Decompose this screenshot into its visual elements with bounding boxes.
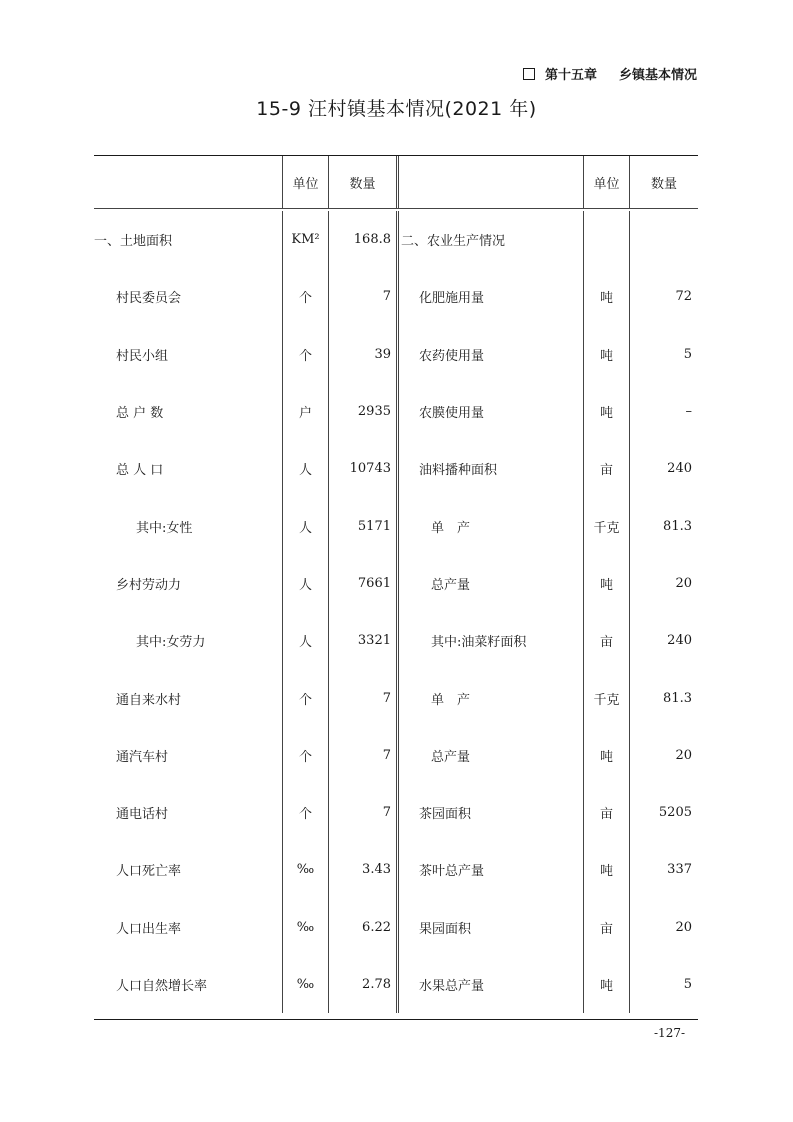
table-row — [94, 612, 698, 669]
row-value-left: 2.78 — [328, 956, 396, 1013]
row-unit-right: 吨 — [583, 326, 629, 383]
row-label-left: 其中:女性 — [136, 520, 193, 536]
table-row — [94, 669, 698, 726]
row-value-left: 5171 — [328, 497, 396, 554]
page-number: -127- — [654, 1026, 686, 1040]
table-row — [94, 383, 698, 440]
row-value-left: 10743 — [328, 440, 396, 497]
row-label-left: 其中:女劳力 — [136, 635, 206, 651]
row-unit-left: 人 — [282, 555, 328, 612]
table-row — [94, 899, 698, 956]
header-quantity-right: 数量 — [629, 156, 698, 208]
row-label-left: 村民小组 — [116, 348, 169, 364]
row-label-left: 总 户 数 — [116, 406, 164, 422]
table-header-row — [94, 156, 698, 209]
row-unit-left: 个 — [282, 268, 328, 325]
row-label-left: 人口出生率 — [116, 921, 182, 937]
row-unit-left: ‰ — [282, 956, 328, 1013]
row-value-left: 7 — [328, 784, 396, 841]
table-row — [94, 727, 698, 784]
row-label-right: 茶园面积 — [396, 784, 583, 841]
row-label-left: 人口死亡率 — [116, 864, 182, 880]
row-unit-right: 千克 — [583, 669, 629, 726]
row-value-left: 3321 — [328, 612, 396, 669]
row-value-right: 20 — [629, 555, 698, 612]
row-label-right: 单 产 — [396, 669, 583, 726]
row-unit-right: 吨 — [583, 956, 629, 1013]
row-unit-right: 亩 — [583, 440, 629, 497]
row-label-right: 农药使用量 — [396, 326, 583, 383]
row-label-right: 水果总产量 — [396, 956, 583, 1013]
chapter-title: 乡镇基本情况 — [618, 68, 697, 83]
table-row — [94, 784, 698, 841]
table-row — [94, 497, 698, 554]
row-value-right: 5205 — [629, 784, 698, 841]
row-value-right — [629, 211, 698, 268]
table-row — [94, 956, 698, 1013]
row-unit-left: 人 — [282, 497, 328, 554]
header-blank-left — [94, 156, 282, 208]
row-value-right: 5 — [629, 956, 698, 1013]
row-label-right: 单 产 — [396, 497, 583, 554]
chapter-header — [523, 64, 697, 83]
row-label-left: 通自来水村 — [116, 692, 182, 708]
row-unit-left: 个 — [282, 669, 328, 726]
row-unit-right: 吨 — [583, 268, 629, 325]
row-unit-left: 人 — [282, 440, 328, 497]
row-unit-left: 个 — [282, 784, 328, 841]
row-label-left: 通汽车村 — [116, 749, 169, 765]
row-label-left: 乡村劳动力 — [116, 577, 182, 593]
square-icon — [523, 68, 535, 80]
row-label-right: 总产量 — [396, 727, 583, 784]
header-quantity-left: 数量 — [328, 156, 396, 208]
row-unit-right: 吨 — [583, 555, 629, 612]
row-unit-left: 户 — [282, 383, 328, 440]
row-value-right: 20 — [629, 727, 698, 784]
table-row — [94, 841, 698, 898]
page-title: 15-9 汪村镇基本情况(2021 年) — [256, 98, 537, 120]
table-row — [94, 555, 698, 612]
row-value-right: 81.3 — [629, 669, 698, 726]
row-value-left: 2935 — [328, 383, 396, 440]
header-unit-right: 单位 — [583, 156, 629, 208]
row-label-left: 一、土地面积 — [94, 234, 173, 250]
chapter-number: 第十五章 — [544, 68, 597, 83]
row-value-left: 168.8 — [328, 211, 396, 268]
row-value-left: 7 — [328, 727, 396, 784]
table-row — [94, 326, 698, 383]
row-unit-right: 亩 — [583, 612, 629, 669]
row-value-right: 20 — [629, 899, 698, 956]
row-label-left: 总 人 口 — [116, 463, 164, 479]
row-value-left: 3.43 — [328, 841, 396, 898]
row-label-right: 农膜使用量 — [396, 383, 583, 440]
row-label-right: 总产量 — [396, 555, 583, 612]
row-value-right: 240 — [629, 612, 698, 669]
row-value-right: 337 — [629, 841, 698, 898]
row-value-right: 240 — [629, 440, 698, 497]
row-value-left: 6.22 — [328, 899, 396, 956]
table-row — [94, 440, 698, 497]
row-value-left: 7 — [328, 268, 396, 325]
row-unit-right: 千克 — [583, 497, 629, 554]
row-value-left: 7661 — [328, 555, 396, 612]
row-value-left: 7 — [328, 669, 396, 726]
header-unit-left: 单位 — [282, 156, 328, 208]
header-blank-right — [396, 156, 583, 208]
row-value-right: 5 — [629, 326, 698, 383]
row-unit-right: 吨 — [583, 727, 629, 784]
stats-table — [94, 155, 698, 1020]
table-body — [94, 209, 698, 1019]
row-unit-left: ‰ — [282, 841, 328, 898]
row-unit-right: 亩 — [583, 899, 629, 956]
row-label-right: 其中:油菜籽面积 — [396, 612, 583, 669]
row-value-right: – — [629, 383, 698, 440]
row-label-right: 果园面积 — [396, 899, 583, 956]
row-label-right: 茶叶总产量 — [396, 841, 583, 898]
row-unit-left: 人 — [282, 612, 328, 669]
row-unit-left: 个 — [282, 727, 328, 784]
row-label-left: 人口自然增长率 — [116, 979, 208, 994]
row-label-left: 村民委员会 — [116, 291, 182, 307]
row-value-right: 72 — [629, 268, 698, 325]
table-row — [94, 268, 698, 325]
row-label-right: 油料播种面积 — [396, 440, 583, 497]
row-label-right: 二、农业生产情况 — [396, 211, 583, 268]
table-row — [94, 211, 698, 268]
row-value-right: 81.3 — [629, 497, 698, 554]
row-unit-left: ‰ — [282, 899, 328, 956]
row-unit-right: 亩 — [583, 784, 629, 841]
row-unit-right — [583, 211, 629, 268]
row-unit-right: 吨 — [583, 841, 629, 898]
row-unit-left: 个 — [282, 326, 328, 383]
row-label-left: 通电话村 — [116, 807, 169, 823]
row-unit-left: KM² — [282, 211, 328, 268]
row-value-left: 39 — [328, 326, 396, 383]
row-unit-right: 吨 — [583, 383, 629, 440]
row-label-right: 化肥施用量 — [396, 268, 583, 325]
